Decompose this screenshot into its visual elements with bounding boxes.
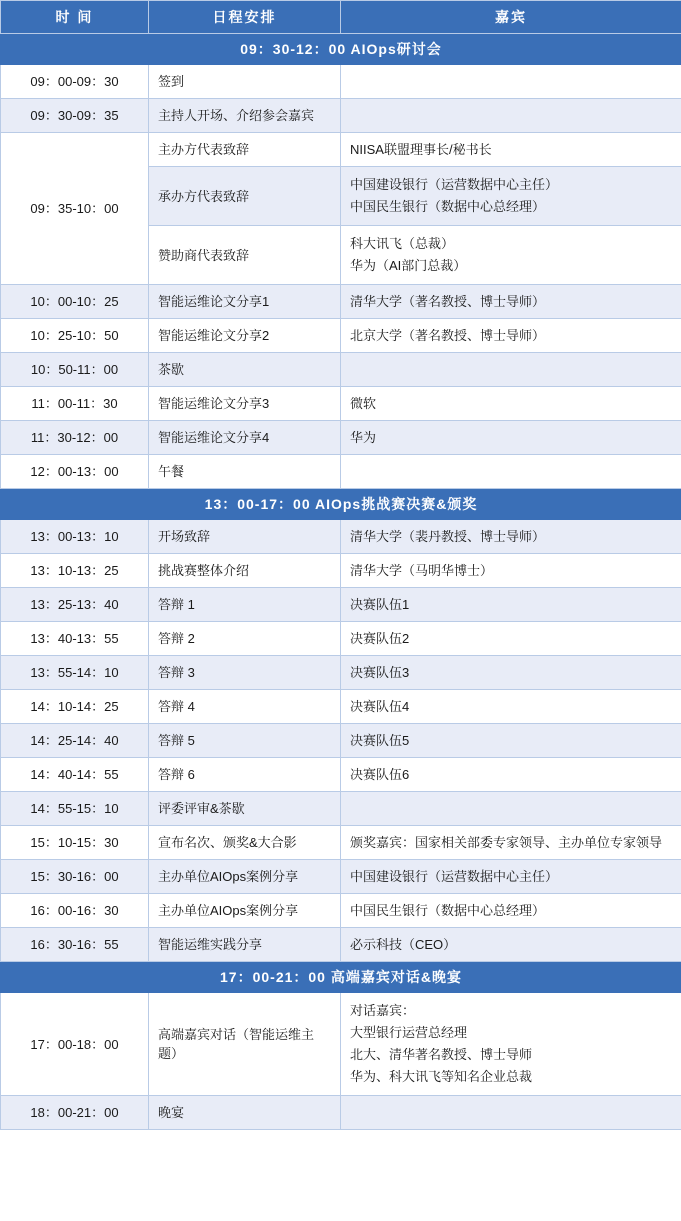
cell-guest — [341, 455, 681, 489]
cell-time: 11：00-11：30 — [1, 387, 149, 421]
cell-guest: 科大讯飞（总裁） 华为（AI部门总裁） — [341, 226, 681, 285]
table-row — [1, 133, 681, 167]
cell-agenda: 主办单位AIOps案例分享 — [149, 894, 341, 928]
cell-guest: 决赛队伍1 — [341, 588, 681, 622]
table-row — [1, 724, 681, 758]
section-title: 17：00-21：00 高端嘉宾对话&晚宴 — [1, 962, 681, 993]
cell-guest: 决赛队伍2 — [341, 622, 681, 656]
agenda-body — [1, 34, 681, 1130]
cell-agenda: 主办方代表致辞 — [149, 133, 341, 167]
cell-time: 13：10-13：25 — [1, 554, 149, 588]
cell-time: 18：00-21：00 — [1, 1096, 149, 1130]
cell-agenda: 答辩 5 — [149, 724, 341, 758]
column-header-time: 时 间 — [1, 1, 149, 34]
cell-agenda: 承办方代表致辞 — [149, 167, 341, 226]
table-row — [1, 622, 681, 656]
cell-time: 13：40-13：55 — [1, 622, 149, 656]
cell-guest: 决赛队伍4 — [341, 690, 681, 724]
cell-agenda: 答辩 4 — [149, 690, 341, 724]
table-row — [1, 758, 681, 792]
table-row — [1, 792, 681, 826]
section-header-row — [1, 34, 681, 65]
cell-agenda: 智能运维实践分享 — [149, 928, 341, 962]
cell-guest: 颁奖嘉宾：国家相关部委专家领导、主办单位专家领导 — [341, 826, 681, 860]
cell-time: 09：30-09：35 — [1, 99, 149, 133]
table-row — [1, 353, 681, 387]
cell-agenda: 答辩 6 — [149, 758, 341, 792]
cell-guest: 中国建设银行（运营数据中心主任） — [341, 860, 681, 894]
cell-agenda: 午餐 — [149, 455, 341, 489]
table-row — [1, 656, 681, 690]
cell-agenda: 评委评审&茶歇 — [149, 792, 341, 826]
cell-time: 15：10-15：30 — [1, 826, 149, 860]
cell-time: 10：00-10：25 — [1, 285, 149, 319]
cell-time: 13：55-14：10 — [1, 656, 149, 690]
cell-guest — [341, 792, 681, 826]
cell-agenda: 智能运维论文分享3 — [149, 387, 341, 421]
table-row — [1, 99, 681, 133]
cell-guest: 清华大学（裴丹教授、博士导师） — [341, 520, 681, 554]
cell-agenda: 高端嘉宾对话（智能运维主题） — [149, 993, 341, 1096]
table-row — [1, 554, 681, 588]
table-row — [1, 387, 681, 421]
cell-time: 11：30-12：00 — [1, 421, 149, 455]
table-row — [1, 690, 681, 724]
cell-agenda: 主办单位AIOps案例分享 — [149, 860, 341, 894]
cell-time: 14：25-14：40 — [1, 724, 149, 758]
cell-agenda: 签到 — [149, 65, 341, 99]
cell-time: 17：00-18：00 — [1, 993, 149, 1096]
cell-time: 09：00-09：30 — [1, 65, 149, 99]
table-row — [1, 319, 681, 353]
cell-agenda: 赞助商代表致辞 — [149, 226, 341, 285]
cell-guest: 决赛队伍5 — [341, 724, 681, 758]
cell-time: 12：00-13：00 — [1, 455, 149, 489]
cell-agenda: 答辩 1 — [149, 588, 341, 622]
cell-agenda: 茶歇 — [149, 353, 341, 387]
cell-time: 14：40-14：55 — [1, 758, 149, 792]
table-row — [1, 421, 681, 455]
cell-agenda: 主持人开场、介绍参会嘉宾 — [149, 99, 341, 133]
cell-time: 13：25-13：40 — [1, 588, 149, 622]
table-row — [1, 993, 681, 1096]
cell-agenda: 智能运维论文分享4 — [149, 421, 341, 455]
table-row — [1, 65, 681, 99]
cell-time: 09：35-10：00 — [1, 133, 149, 285]
cell-guest: 华为 — [341, 421, 681, 455]
cell-guest: 决赛队伍3 — [341, 656, 681, 690]
cell-guest — [341, 65, 681, 99]
section-title: 13：00-17：00 AIOps挑战赛决赛&颁奖 — [1, 489, 681, 520]
cell-agenda: 挑战赛整体介绍 — [149, 554, 341, 588]
table-row — [1, 520, 681, 554]
cell-guest: 对话嘉宾： 大型银行运营总经理 北大、清华著名教授、博士导师 华为、科大讯飞等知名企业总裁 — [341, 993, 681, 1096]
cell-guest: 必示科技（CEO） — [341, 928, 681, 962]
section-header-row — [1, 962, 681, 993]
cell-guest — [341, 353, 681, 387]
cell-guest: 中国建设银行（运营数据中心主任） 中国民生银行（数据中心总经理） — [341, 167, 681, 226]
table-header-row — [1, 1, 681, 34]
table-row — [1, 928, 681, 962]
column-header-agenda: 日程安排 — [149, 1, 341, 34]
cell-time: 10：50-11：00 — [1, 353, 149, 387]
table-row — [1, 588, 681, 622]
cell-guest: NIISA联盟理事长/秘书长 — [341, 133, 681, 167]
cell-agenda: 开场致辞 — [149, 520, 341, 554]
cell-guest: 清华大学（马明华博士） — [341, 554, 681, 588]
cell-agenda: 智能运维论文分享2 — [149, 319, 341, 353]
cell-agenda: 答辩 2 — [149, 622, 341, 656]
cell-time: 16：00-16：30 — [1, 894, 149, 928]
cell-agenda: 晚宴 — [149, 1096, 341, 1130]
cell-guest — [341, 1096, 681, 1130]
table-row — [1, 1096, 681, 1130]
cell-guest — [341, 99, 681, 133]
cell-agenda: 答辩 3 — [149, 656, 341, 690]
cell-time: 14：10-14：25 — [1, 690, 149, 724]
cell-agenda: 宣布名次、颁奖&大合影 — [149, 826, 341, 860]
table-row — [1, 894, 681, 928]
table-row — [1, 826, 681, 860]
table-row — [1, 860, 681, 894]
cell-guest: 北京大学（著名教授、博士导师） — [341, 319, 681, 353]
cell-time: 16：30-16：55 — [1, 928, 149, 962]
column-header-guest: 嘉宾 — [341, 1, 681, 34]
cell-guest: 清华大学（著名教授、博士导师） — [341, 285, 681, 319]
cell-time: 15：30-16：00 — [1, 860, 149, 894]
section-header-row — [1, 489, 681, 520]
cell-guest: 中国民生银行（数据中心总经理） — [341, 894, 681, 928]
section-title: 09：30-12：00 AIOps研讨会 — [1, 34, 681, 65]
cell-guest: 微软 — [341, 387, 681, 421]
table-row — [1, 285, 681, 319]
cell-time: 13：00-13：10 — [1, 520, 149, 554]
cell-guest: 决赛队伍6 — [341, 758, 681, 792]
cell-time: 10：25-10：50 — [1, 319, 149, 353]
cell-time: 14：55-15：10 — [1, 792, 149, 826]
table-row — [1, 455, 681, 489]
cell-agenda: 智能运维论文分享1 — [149, 285, 341, 319]
